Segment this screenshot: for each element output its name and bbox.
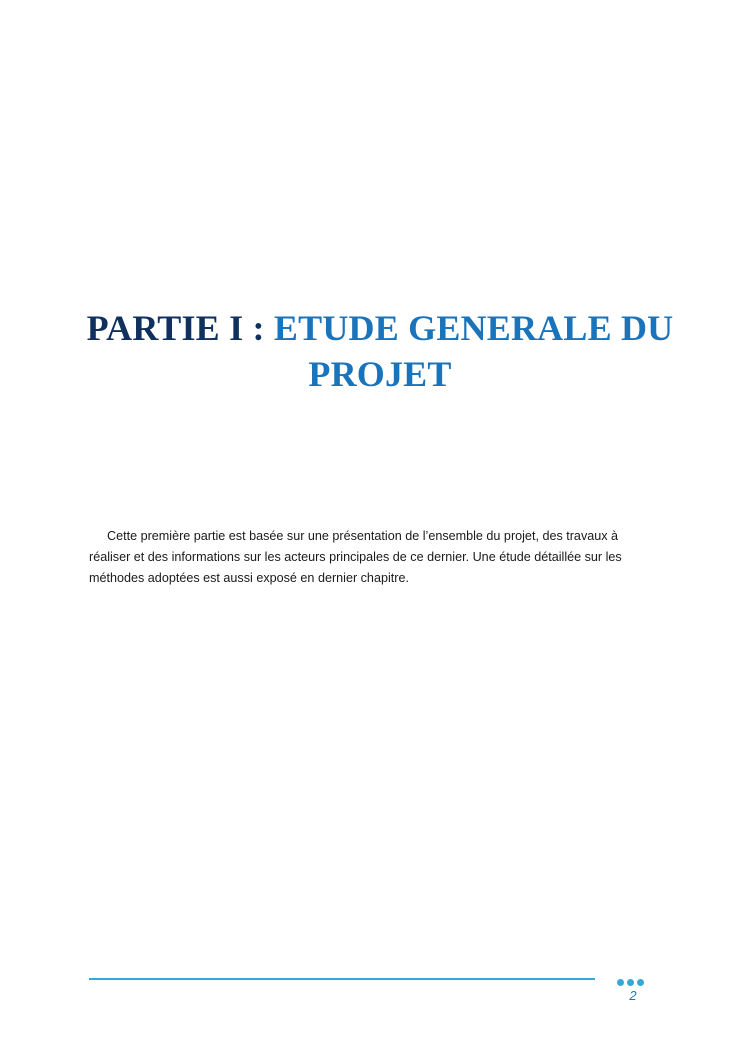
footer-rule — [89, 978, 595, 980]
dot-icon — [637, 979, 644, 986]
part-title: ETUDE GENERALE DU PROJET — [273, 308, 674, 394]
footer-dots-icon — [617, 979, 649, 987]
dot-icon — [617, 979, 624, 986]
intro-paragraph: Cette première partie est basée sur une présentation de l’ensemble du projet, des travaux à réaliser et des informations sur les acteurs principales de ce dernier. Une étude détaillée sur les méthodes adoptées est aussi exposé en dernier chapitre. — [89, 529, 622, 585]
dot-icon — [627, 979, 634, 986]
part-heading — [60, 305, 700, 397]
page-number: 2 — [629, 988, 637, 1003]
part-label: PARTIE I : — [86, 308, 265, 348]
